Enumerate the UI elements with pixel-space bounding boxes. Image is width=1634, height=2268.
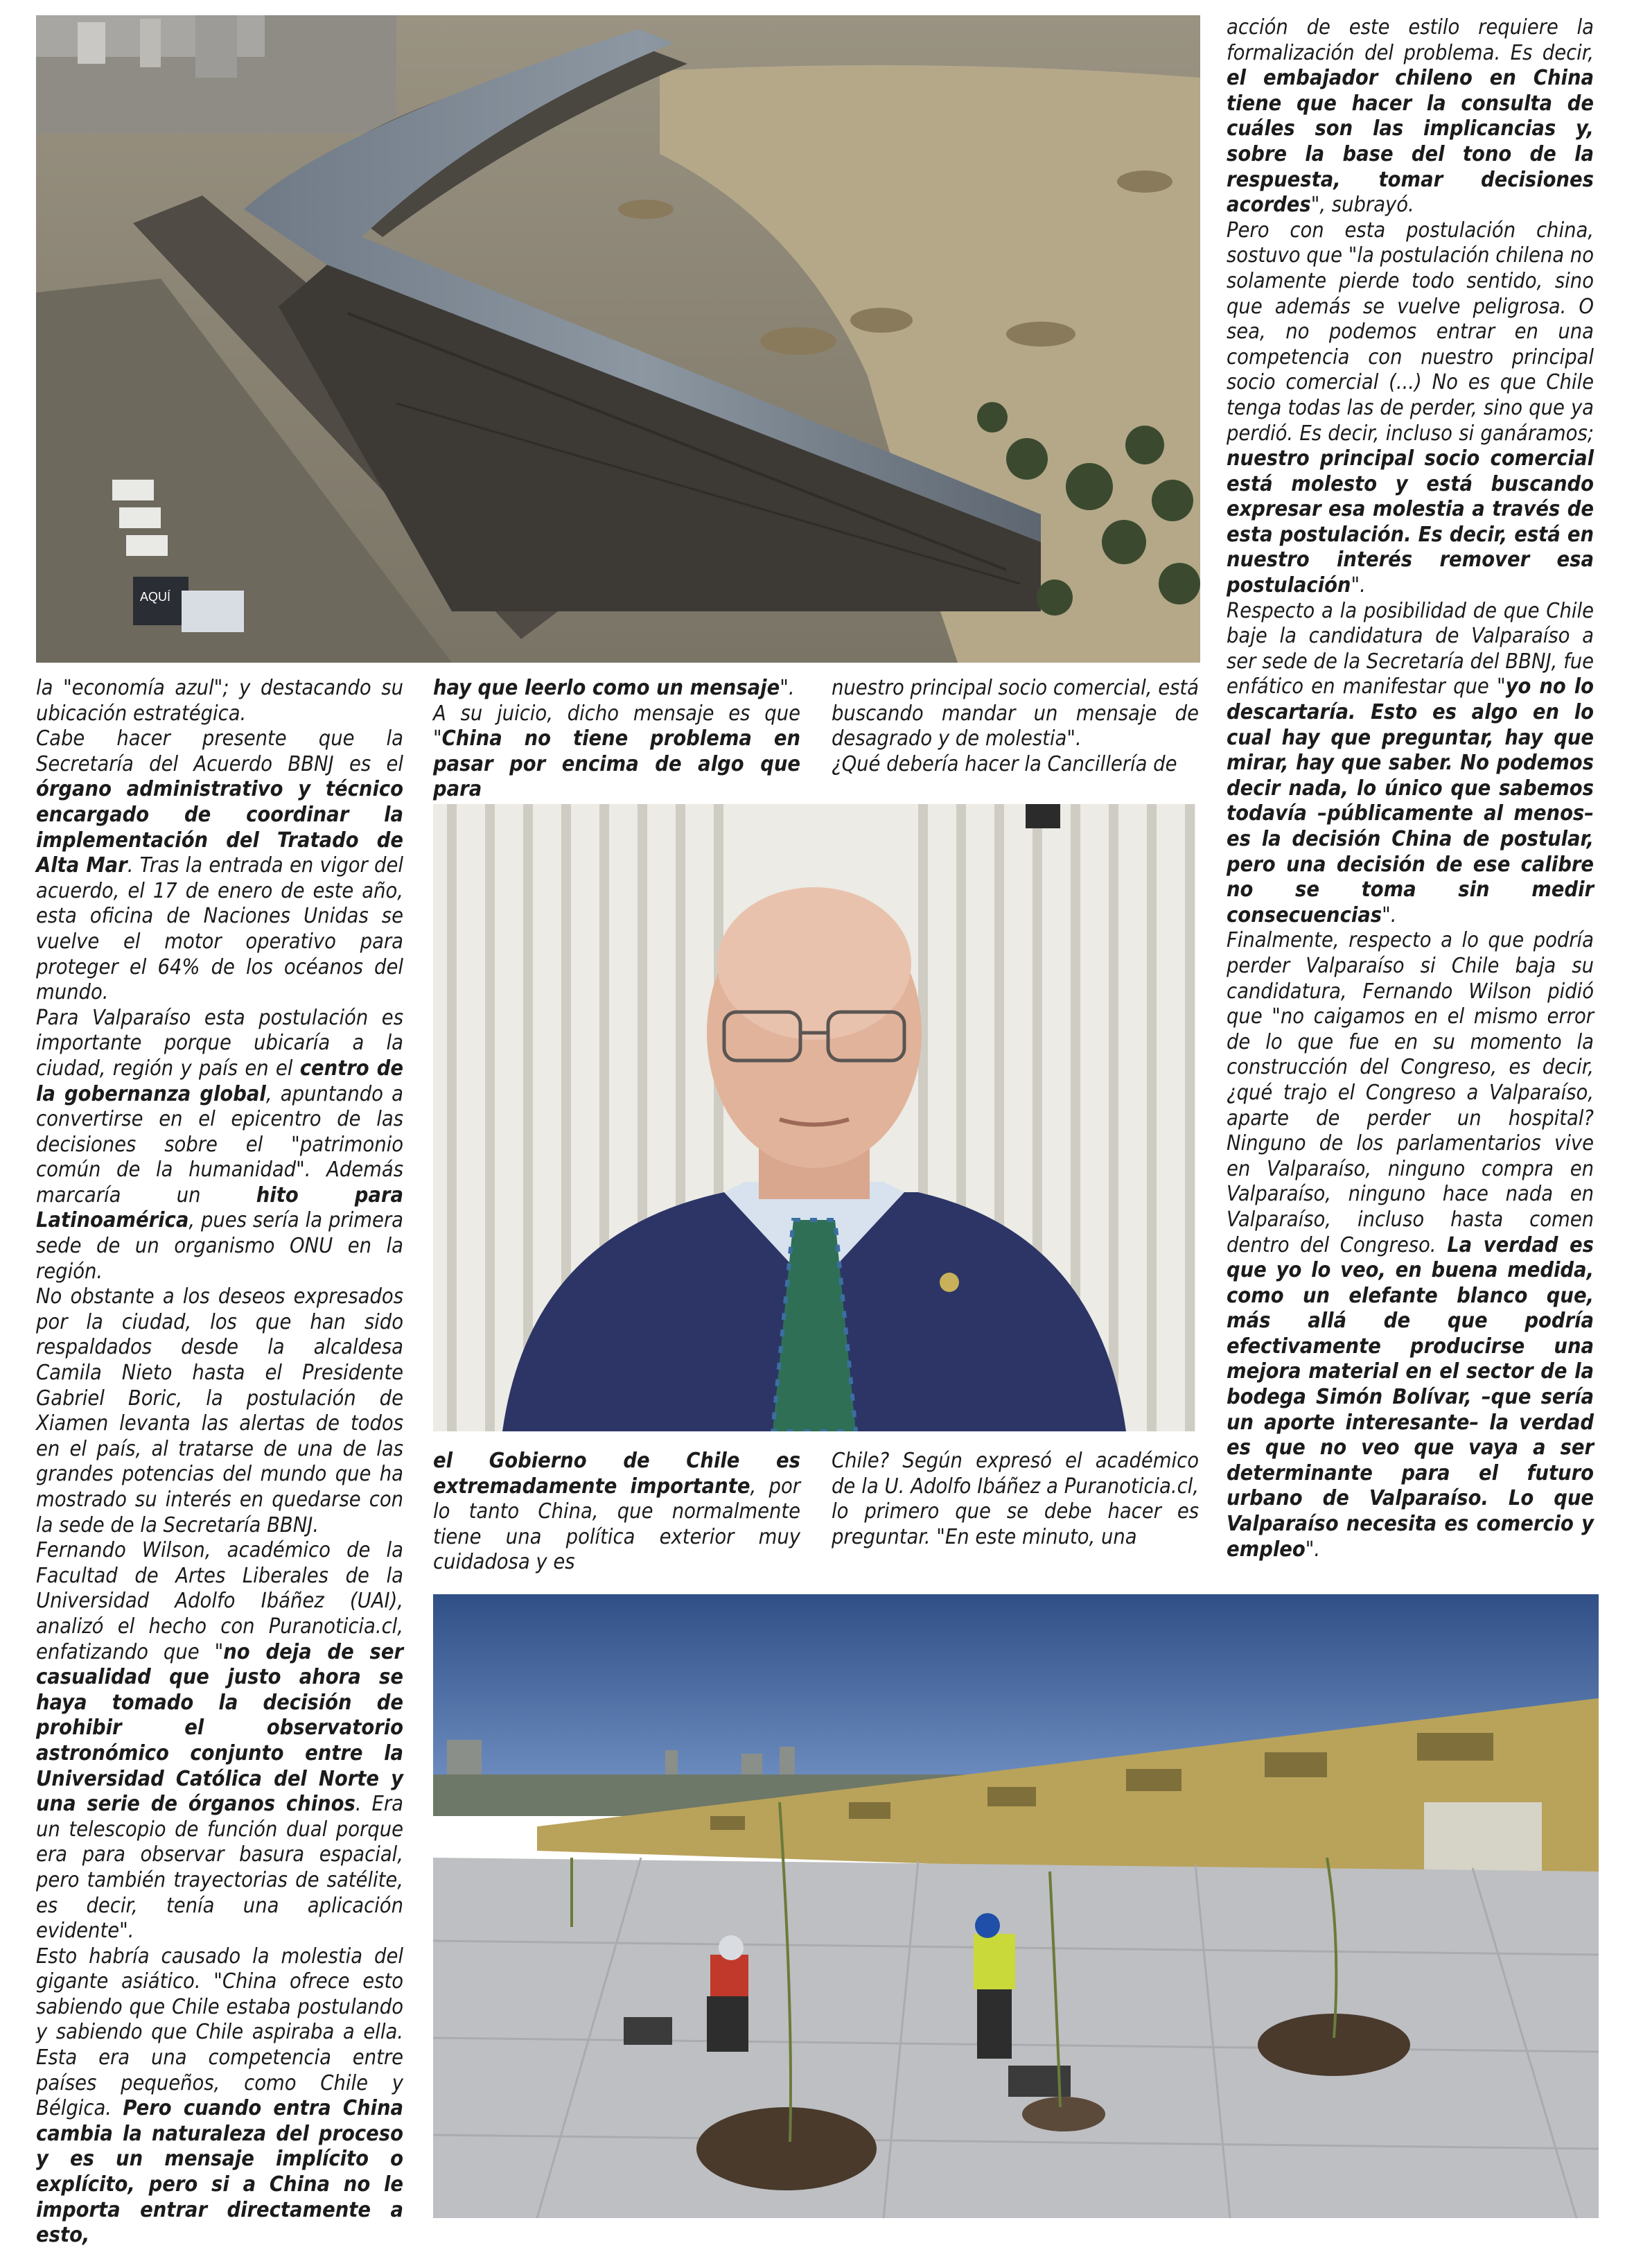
paragraph (433, 676, 800, 701)
text: nuestro principal socio comercial, está buscando mandar un mensaje de desagrado y de molestia". (832, 676, 1199, 751)
portrait-photo-fernando-wilson (433, 804, 1195, 1431)
article-column-2-bottom (433, 1449, 800, 1576)
text: Respecto a la posibilidad de que Chile baje la candidatura de Valparaíso a ser sede de la Secretaría del BBNJ, fue enfático en manifestar que " (1227, 598, 1594, 699)
bold-text: órgano administrativo y técnico encargado de coordinar la implementación del Tratado de Alta Mar (36, 777, 403, 878)
bold-text: Pero cuando entra China cambia la naturaleza del proceso y es un mensaje implícito o explícito, pero si a China no le importa entrar directamente a esto, (36, 2096, 403, 2248)
paragraph (433, 701, 800, 803)
sign-text-aqui: AQUÍ (140, 590, 171, 604)
text: , apuntando a convertirse en el epicentro de las decisiones sobre el "patrimonio común de la humanidad". Además marcaría un (36, 1081, 403, 1207)
photo-workers-on-rooftop (433, 1594, 1599, 2218)
article-column-3-bottom (832, 1449, 1199, 1550)
paragraph (36, 726, 403, 1006)
paragraph (1227, 15, 1594, 218)
bold-text: no deja de ser casualidad que justo ahora se haya tomado la decisión de prohibir el observatorio astronómico conjunto entre la Universidad Católica del Norte y una serie de órganos chinos (36, 1639, 403, 1817)
text: Fernando Wilson, académico de la Facultad de Artes Liberales de la Universidad Adolfo Ibáñez (UAI), analizó el hecho con Puranoticia.cl, enfatizando que " (36, 1538, 403, 1664)
paragraph (1227, 928, 1594, 1562)
paragraph (1227, 599, 1594, 929)
text: Finalmente, respecto a lo que podría perder Valparaíso si Chile baja su candidatura, Fernando Wilson pidió que "no caigamos en el mismo error de lo que fue en su momento la construcción del Congreso, es decir, ¿qué trajo el Congreso a Valparaíso, aparte de perder un hospital? Ninguno de los parlamentarios vive en Valparaíso, ninguno compra en Valparaíso, ninguno hace nada en Valparaíso, incluso hasta comen dentro del Congreso. (1227, 928, 1594, 1257)
paragraph (1227, 218, 1594, 599)
text: . Tras la entrada en vigor del acuerdo, el 17 de enero de este año, esta oficina de Naciones Unidas se vuelve el motor operativo para proteger el 64% de los océanos del mundo. (36, 853, 403, 1005)
paragraph (433, 1449, 800, 1576)
bold-text: hito para Latinoamérica (36, 1183, 403, 1233)
bold-text: yo no lo descartaría. Esto es algo en lo cual hay que preguntar, hay que mirar, hay que saber. No podemos decir nada, lo único que sabemos todavía –públicamente al menos– es la decisión China de postular, pero una decisión de ese calibre no se toma sin medir consecuencias (1227, 674, 1594, 927)
text: ". (1305, 1537, 1321, 1562)
text: Chile? Según expresó el académico de la U. Adolfo Ibáñez a Puranoticia.cl, lo primero que se debe hacer es preguntar. "En este minuto, una (832, 1449, 1199, 1549)
bold-text: el Gobierno de Chile es extremadamente importante (433, 1449, 800, 1499)
text: Esto habría causado la molestia del gigante asiático. "China ofrece esto sabiendo que Chile estaba postulando y sabiendo que Chile aspiraba a ella. Esta era una competencia entre países pequeños, como Chile y Bélgica. (36, 1944, 403, 2121)
paragraph (36, 1944, 403, 2249)
bold-text: hay que leerlo como un mensaje (433, 676, 780, 700)
text: Pero con esta postulación china, sostuvo que "la postulación chilena no solamente pierde todo sentido, sino que además se vuelve peligrosa. O sea, no podemos entrar en una competencia con nuestro principal socio comercial (...) No es que Chile tenga todas las de perder, sino que ya perdió. Es decir, incluso si ganáramos; (1227, 218, 1594, 446)
paragraph (832, 752, 1199, 778)
text: ". (780, 676, 795, 700)
text: . Era un telescopio de función dual porque era para observar basura espacial, pero también trayectorias de satélite, es decir, tenía una aplicación evidente". (36, 1792, 403, 1944)
text: No obstante a los deseos expresados por la ciudad, los que han sido respaldados desde la alcaldesa Camila Nieto hasta el Presidente Gabriel Boric, la postulación de Xiamen levanta las alertas de todos en el país, al tratarse de una de las grandes potencias del mundo que ha mostrado su interés en quedarse con la sede de la Secretaría BBNJ. (36, 1284, 403, 1537)
paragraph (36, 1006, 403, 1285)
paragraph (36, 676, 403, 726)
bold-text: nuestro principal socio comercial está molesto y está buscando expresar esa molestia a través de esta postulación. Es decir, está en nuestro interés remover esa postulación (1227, 446, 1594, 598)
article-column-1 (36, 676, 403, 2249)
paragraph (832, 1449, 1199, 1550)
text: , por lo tanto China, que normalmente tiene una política exterior muy cuidadosa y es (433, 1474, 800, 1575)
text: Cabe hacer presente que la Secretaría del Acuerdo BBNJ es el (36, 726, 403, 776)
bold-text: centro de la gobernanza global (36, 1056, 403, 1106)
text: , pues sería la primera sede de un organismo ONU en la región. (36, 1208, 403, 1284)
article-column-4 (1227, 15, 1594, 1562)
paragraph (36, 1284, 403, 1538)
text: ¿Qué debería hacer la Cancillería de (832, 751, 1177, 776)
bold-text: La verdad es que yo lo veo, en buena medida, como un elefante blanco que, más allá de que podría efectivamente producirse una mejora material en el sector de la bodega Simón Bolívar, –que sería un aporte interesante– la verdad es que no veo que vaya a ser determinante para el futuro urbano de Valparaíso. Lo que Valparaíso necesita es comercio y empleo (1227, 1232, 1594, 1562)
paragraph (36, 1538, 403, 1944)
aerial-photo-bodega-simon-bolivar (36, 15, 1200, 663)
text: acción de este estilo requiere la formalización del problema. Es decir, (1227, 15, 1594, 65)
text: ". (1351, 573, 1366, 598)
text: A su juicio, dicho mensaje es que " (433, 701, 800, 751)
paragraph (832, 676, 1199, 752)
article-column-2-top (433, 676, 800, 803)
text: Para Valparaíso esta postulación es importante porque ubicaría a la ciudad, región y país en el (36, 1005, 403, 1081)
text: ", subrayó. (1310, 193, 1414, 218)
bold-text: China no tiene problema en pasar por encima de algo que para (433, 726, 800, 802)
text: ". (1382, 902, 1397, 927)
text: la "economía azul"; y destacando su ubicación estratégica. (36, 676, 403, 726)
bold-text: el embajador chileno en China tiene que hacer la consulta de cuáles son las implicancias y, sobre la base del tono de la respuesta, tomar decisiones acordes (1227, 66, 1594, 218)
article-column-3-top (832, 676, 1199, 777)
